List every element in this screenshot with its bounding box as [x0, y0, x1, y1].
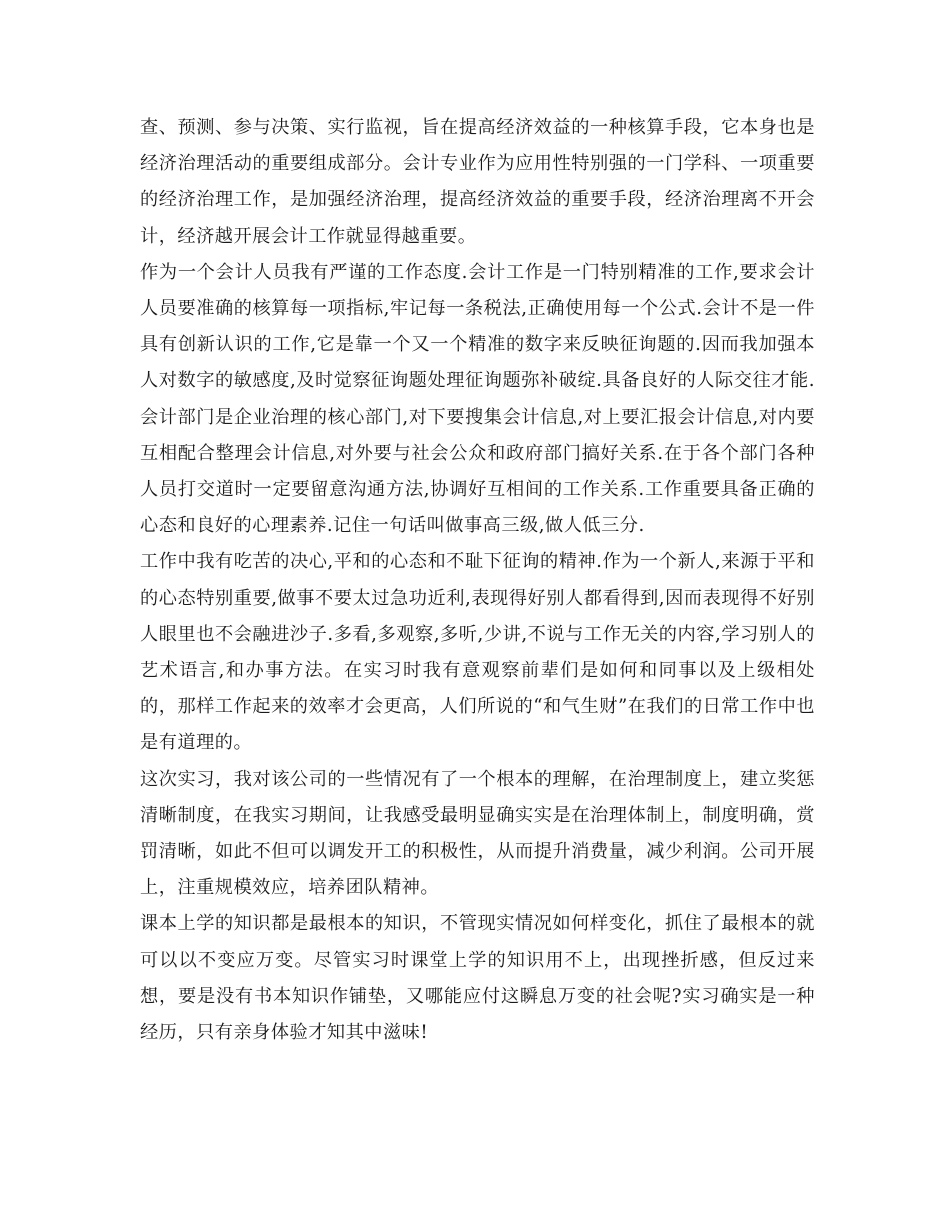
paragraph-3: 工作中我有吃苦的决心,平和的心态和不耻下征询的精神.作为一个新人,来源于平和的心态特别重要,做事不要太过急功近利,表现得好别人都看得到,因而表现得不好别人眼里也不会融进沙子.多看,多观察,多听,少讲,不说与工作无关的内容,学习别人的艺术语言,和办事方法。在实习时我有意观察前辈们是如何和同事以及上级相处的，那样工作起来的效率才会更高，人们所说的“和气生财”在我们的日常工作中也是有道理的。 [140, 551, 815, 754]
paragraph-1: 查、预测、参与决策、实行监视，旨在提高经济效益的一种核算手段，它本身也是经济治理活动的重要组成部分。会计专业作为应用性特别强的一门学科、一项重要的经济治理工作，是加强经济治理，提高经济效益的重要手段，经济治理离不开会计，经济越开展会计工作就显得越重要。 [140, 117, 815, 247]
paragraph-4: 这次实习，我对该公司的一些情况有了一个根本的理解，在治理制度上，建立奖惩清晰制度，在我实习期间，让我感受最明显确实实是在治理体制上，制度明确，赏罚清晰，如此不但可以调发开工的积极性，从而提升消费量，减少利润。公司开展上，注重规模效应，培养团队精神。 [140, 768, 815, 899]
paragraph-2: 作为一个会计人员我有严谨的工作态度.会计工作是一门特别精准的工作,要求会计人员要准确的核算每一项指标,牢记每一条税法,正确使用每一个公式.会计不是一件具有创新认识的工作,它是靠一个又一个精准的数字来反映征询题的.因而我加强本人对数字的敏感度,及时觉察征询题处理征询题弥补破绽.具备良好的人际交往才能.会计部门是企业治理的核心部门,对下要搜集会计信息,对上要汇报会计信息,对内要互相配合整理会计信息,对外要与社会公众和政府部门搞好关系.在于各个部门各种人员打交道时一定要留意沟通方法,协调好互相间的工作关系.工作重要具备正确的心态和良好的心理素养.记住一句话叫做事高三级,做人低三分. [140, 261, 815, 537]
document-body [140, 110, 815, 1051]
paragraph-5: 课本上学的知识都是最根本的知识，不管现实情况如何样变化，抓住了最根本的就可以以不变应万变。尽管实习时课堂上学的知识用不上，出现挫折感，但反过来想，要是没有书本知识作铺垫，又哪能应付这瞬息万变的社会呢?实习确实是一种经历，只有亲身体验才知其中滋味! [140, 913, 815, 1044]
